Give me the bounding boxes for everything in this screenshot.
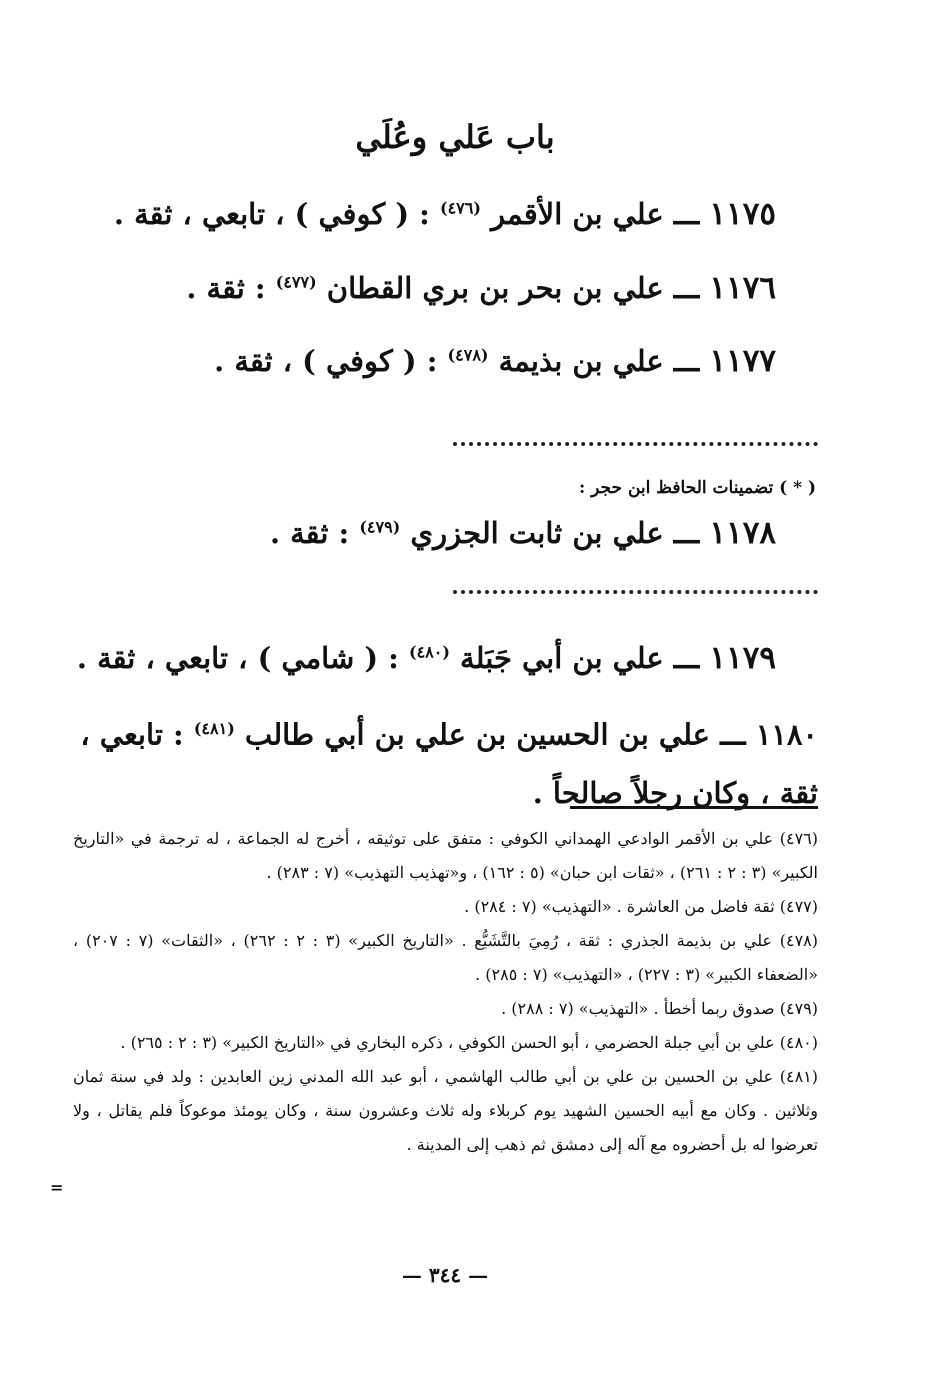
entry-number: ١١٧٨ xyxy=(709,515,776,551)
entry-number: ١١٧٩ xyxy=(709,640,776,676)
entry-number: ١١٧٥ xyxy=(709,196,776,232)
entry-desc: : ( شامي ) ، تابعي ، ثقة . xyxy=(76,641,399,675)
entry-desc: : ( كوفي ) ، ثقة . xyxy=(214,344,438,378)
entry-desc: : ثقة . xyxy=(269,516,350,550)
entry-name: علي بن الحسين بن علي بن أبي طالب xyxy=(244,717,710,752)
entry-1175: ١١٧٥ ـــ علي بن الأقمر $^{(٤٧٦)}$ : ( كوفي ) ، تابعي ، ثقة . xyxy=(113,196,776,232)
footnote-ref: ٤٧٦ xyxy=(447,198,474,218)
footnote-481: (٤٨١) علي بن الحسين بن علي بن أبي طالب الهاشمي ، أبو عبد الله المدني زين العابدين : ولد في سنة ثمان وثلاثين . وكان مع أبيه الحسين الشهيد يوم كربلاء وله ثلاث وعشرون سنة ، وكان يومئذ موعوكاً فلم يقاتل ، ولا تعرضوا له بل أحضروه مع آله إلى دمشق ثم ذهب إلى المدينة . xyxy=(73,1067,818,1154)
entry-dash: ـــ xyxy=(663,271,700,305)
footnote-479: (٤٧٩) صدوق ربما أخطأ . «التهذيب» (٧ : ٢٨٨) . xyxy=(501,999,818,1018)
footnote-480: (٤٨٠) علي بن أبي جبلة الحضرمي ، أبو الحسن الكوفي ، ذكره البخاري في «التاريخ الكبير» (٣ : ٢ : ٢٦٥) . xyxy=(120,1033,818,1052)
footnote-ref: ٤٨٠ xyxy=(416,642,443,662)
entry-name: علي بن أبي جَبَلة xyxy=(460,641,664,675)
entry-1180: ١١٨٠ ـــ علي بن الحسين بن علي بن أبي طالب $^{(٤٨١)}$ : تابعي ، ثقة ، وكان رجلاً صالحاً . xyxy=(80,717,818,810)
entry-desc: : ثقة . xyxy=(186,271,266,305)
entry-1178: ١١٧٨ ـــ علي بن ثابت الجزري $^{(٤٧٩)}$ : ثقة . xyxy=(269,515,776,551)
footnote-ref: ٤٧٨ xyxy=(455,345,481,365)
entry-dash: ـــ xyxy=(663,516,700,550)
footnote-ref: ٤٧٧ xyxy=(283,272,310,292)
entry-name: علي بن ثابت الجزري xyxy=(410,516,664,550)
footnote-477: (٤٧٧) ثقة فاضل من العاشرة . «التهذيب» (٧ : ٢٨٤) . xyxy=(464,897,818,916)
entry-name: علي بن بحر بن بري القطان xyxy=(326,271,664,305)
footnote-ref: ٤٧٩ xyxy=(366,517,393,537)
entry-desc: : ( كوفي ) ، تابعي ، ثقة . xyxy=(113,197,430,231)
footnote-476: (٤٧٦) علي بن الأقمر الوادعي الهمداني الكوفي : متفق على توثيقه ، أخرج له الجماعة ، له ترجمة في «التاريخ الكبير» (٣ : ٢ : ٢٦١) ، «ثقات ابن حبان» (٥ : ١٦٢) ، و«تهذيب التهذيب» (٧ : ٢٨٣) . xyxy=(73,829,818,882)
page-number: — ٣٤٤ — xyxy=(401,1263,489,1287)
footnote-ref: ٤٨١ xyxy=(201,719,228,738)
entry-name: علي بن بذيمة xyxy=(498,344,664,378)
entry-1179: ١١٧٩ ـــ علي بن أبي جَبَلة $^{(٤٨٠)}$ : ( شامي ) ، تابعي ، ثقة . xyxy=(76,640,776,676)
entry-number: ١١٧٧ xyxy=(709,343,776,379)
inserted-entries-label: ( * ) تضمينات الحافظ ابن حجر : xyxy=(578,478,816,498)
entry-number: ١١٧٦ xyxy=(709,270,776,306)
entry-1176: ١١٧٦ ـــ علي بن بحر بن بري القطان $^{(٤٧٧)}$ : ثقة . xyxy=(186,270,776,306)
footnote-478: (٤٧٨) علي بن بذيمة الجذري : ثقة ، رُمِيَ بالتَّشَيُّع . «التاريخ الكبير» (٣ : ٢ : ٢٦٢) ، «الثقات» (٧ : ٢٠٧) ، «الضعفاء الكبير» (٣ : ٢٢٧) ، «التهذيب» (٧ : ٢٨٥) . xyxy=(73,931,819,984)
dotted-separator xyxy=(453,582,818,594)
entry-desc: : تابعي ، ثقة ، وكان رجلاً صالحاً . xyxy=(80,717,818,810)
section-heading: باب عَلي وعُلَي xyxy=(355,118,555,156)
entry-dash: ـــ xyxy=(663,641,700,675)
entry-dash: ـــ xyxy=(709,717,746,752)
dotted-separator xyxy=(453,434,818,446)
entry-1177: ١١٧٧ ـــ علي بن بذيمة $^{(٤٧٨)}$ : ( كوفي ) ، ثقة . xyxy=(214,343,776,379)
continuation-mark: = xyxy=(50,1178,64,1197)
entry-name: علي بن الأقمر xyxy=(491,197,664,231)
entry-number: ١١٨٠ xyxy=(755,717,818,752)
footnote-rule xyxy=(570,806,818,809)
entry-dash: ـــ xyxy=(663,197,700,231)
footnotes xyxy=(73,822,818,1162)
entry-dash: ـــ xyxy=(663,344,700,378)
